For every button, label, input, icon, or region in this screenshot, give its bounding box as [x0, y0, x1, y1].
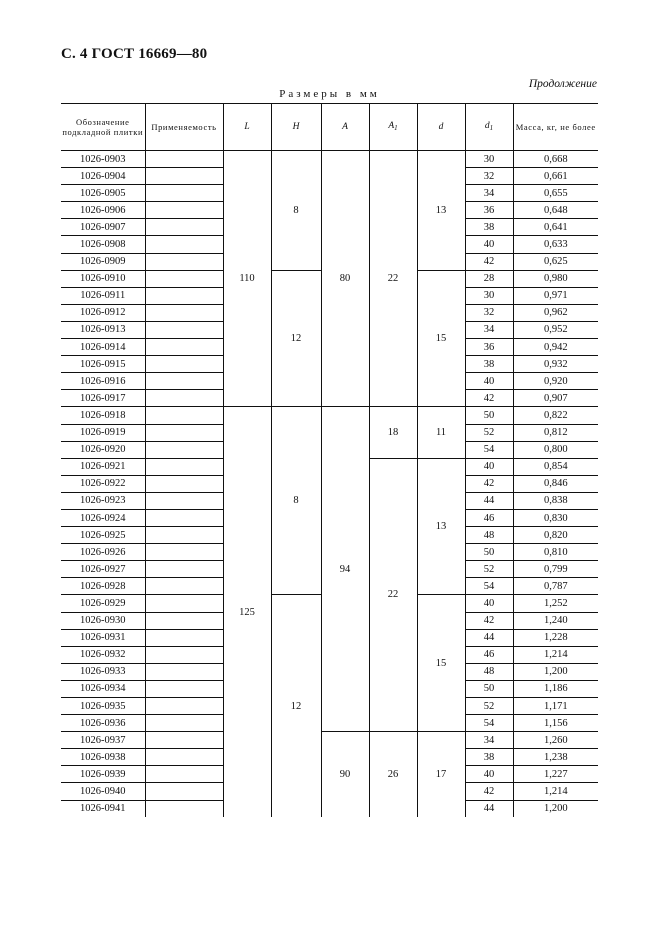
usage-cell	[145, 715, 223, 732]
mass-cell: 0,838	[513, 492, 598, 509]
usage-cell	[145, 253, 223, 270]
mass-cell: 1,186	[513, 680, 598, 697]
mass-cell: 1,240	[513, 612, 598, 629]
mass-cell: 1,171	[513, 698, 598, 715]
designation-cell: 1026-0903	[61, 151, 145, 168]
designation-cell: 1026-0934	[61, 680, 145, 697]
designation-cell: 1026-0940	[61, 783, 145, 800]
usage-cell	[145, 185, 223, 202]
document-header: С. 4 ГОСТ 16669—80	[61, 46, 208, 62]
header-A1: $A_1$	[369, 104, 417, 151]
designation-cell: 1026-0926	[61, 544, 145, 561]
d1-cell: 42	[465, 783, 513, 800]
group-cell-h: 12	[271, 270, 321, 407]
d1-cell: 42	[465, 475, 513, 492]
designation-cell: 1026-0931	[61, 629, 145, 646]
designation-cell: 1026-0927	[61, 561, 145, 578]
header-H: H	[271, 104, 321, 151]
d1-cell: 52	[465, 424, 513, 441]
usage-cell	[145, 441, 223, 458]
designation-cell: 1026-0930	[61, 612, 145, 629]
table-row	[61, 732, 598, 749]
group-cell-a: 80	[321, 151, 369, 407]
usage-cell	[145, 698, 223, 715]
designation-cell: 1026-0939	[61, 766, 145, 783]
d1-cell: 54	[465, 715, 513, 732]
usage-cell	[145, 219, 223, 236]
mass-cell: 0,648	[513, 202, 598, 219]
designation-cell: 1026-0937	[61, 732, 145, 749]
usage-cell	[145, 783, 223, 800]
usage-cell	[145, 458, 223, 475]
mass-cell: 0,799	[513, 561, 598, 578]
usage-cell	[145, 800, 223, 817]
usage-cell	[145, 236, 223, 253]
usage-cell	[145, 407, 223, 424]
d1-cell: 54	[465, 578, 513, 595]
designation-cell: 1026-0923	[61, 492, 145, 509]
usage-cell	[145, 492, 223, 509]
designation-cell: 1026-0904	[61, 168, 145, 185]
d1-cell: 40	[465, 236, 513, 253]
group-cell-a1: 22	[369, 458, 417, 732]
designation-cell: 1026-0915	[61, 356, 145, 373]
mass-cell: 0,641	[513, 219, 598, 236]
table-header-row	[61, 104, 598, 151]
d1-cell: 30	[465, 151, 513, 168]
header-usage: Применяемость	[145, 104, 223, 151]
header-d1: $d_1$	[465, 104, 513, 151]
designation-cell: 1026-0909	[61, 253, 145, 270]
usage-cell	[145, 168, 223, 185]
designation-cell: 1026-0908	[61, 236, 145, 253]
d1-cell: 32	[465, 304, 513, 321]
usage-cell	[145, 595, 223, 612]
d1-cell: 40	[465, 595, 513, 612]
d1-cell: 40	[465, 373, 513, 390]
mass-cell: 0,787	[513, 578, 598, 595]
d1-cell: 42	[465, 612, 513, 629]
mass-cell: 0,655	[513, 185, 598, 202]
usage-cell	[145, 663, 223, 680]
d1-cell: 42	[465, 390, 513, 407]
designation-cell: 1026-0918	[61, 407, 145, 424]
group-cell-a: 94	[321, 407, 369, 732]
usage-cell	[145, 766, 223, 783]
mass-cell: 0,810	[513, 544, 598, 561]
d1-cell: 50	[465, 680, 513, 697]
header-A: A	[321, 104, 369, 151]
designation-cell: 1026-0932	[61, 646, 145, 663]
mass-cell: 0,962	[513, 304, 598, 321]
designation-cell: 1026-0911	[61, 287, 145, 304]
d1-cell: 44	[465, 492, 513, 509]
d1-cell: 32	[465, 168, 513, 185]
usage-cell	[145, 287, 223, 304]
designation-cell: 1026-0924	[61, 509, 145, 526]
d1-cell: 42	[465, 253, 513, 270]
group-cell-h: 12	[271, 595, 321, 817]
usage-cell	[145, 151, 223, 168]
group-cell-a1: 26	[369, 732, 417, 817]
group-cell-d: 13	[417, 458, 465, 595]
mass-cell: 0,920	[513, 373, 598, 390]
dimensions-table	[61, 103, 598, 817]
d1-cell: 50	[465, 544, 513, 561]
usage-cell	[145, 373, 223, 390]
d1-cell: 44	[465, 629, 513, 646]
designation-cell: 1026-0928	[61, 578, 145, 595]
d1-cell: 38	[465, 749, 513, 766]
mass-cell: 1,252	[513, 595, 598, 612]
mass-cell: 0,846	[513, 475, 598, 492]
usage-cell	[145, 732, 223, 749]
group-cell-a: 90	[321, 732, 369, 817]
group-cell-d: 13	[417, 151, 465, 271]
group-cell-h: 8	[271, 151, 321, 271]
designation-cell: 1026-0905	[61, 185, 145, 202]
mass-cell: 1,156	[513, 715, 598, 732]
designation-cell: 1026-0925	[61, 527, 145, 544]
designation-cell: 1026-0913	[61, 321, 145, 338]
designation-cell: 1026-0914	[61, 339, 145, 356]
usage-cell	[145, 527, 223, 544]
mass-cell: 1,238	[513, 749, 598, 766]
usage-cell	[145, 339, 223, 356]
mass-cell: 0,952	[513, 321, 598, 338]
usage-cell	[145, 321, 223, 338]
designation-cell: 1026-0919	[61, 424, 145, 441]
mass-cell: 0,822	[513, 407, 598, 424]
d1-cell: 36	[465, 339, 513, 356]
designation-cell: 1026-0906	[61, 202, 145, 219]
d1-cell: 40	[465, 766, 513, 783]
usage-cell	[145, 612, 223, 629]
d1-cell: 46	[465, 646, 513, 663]
mass-cell: 1,260	[513, 732, 598, 749]
mass-cell: 0,633	[513, 236, 598, 253]
d1-cell: 48	[465, 527, 513, 544]
designation-cell: 1026-0922	[61, 475, 145, 492]
usage-cell	[145, 646, 223, 663]
mass-cell: 1,214	[513, 646, 598, 663]
group-cell-d: 15	[417, 595, 465, 732]
mass-cell: 0,932	[513, 356, 598, 373]
designation-cell: 1026-0916	[61, 373, 145, 390]
usage-cell	[145, 749, 223, 766]
designation-cell: 1026-0933	[61, 663, 145, 680]
usage-cell	[145, 356, 223, 373]
mass-cell: 1,200	[513, 663, 598, 680]
mass-cell: 1,228	[513, 629, 598, 646]
group-cell-d: 11	[417, 407, 465, 458]
mass-cell: 0,942	[513, 339, 598, 356]
d1-cell: 52	[465, 698, 513, 715]
mass-cell: 0,661	[513, 168, 598, 185]
designation-cell: 1026-0912	[61, 304, 145, 321]
usage-cell	[145, 270, 223, 287]
header-L: L	[223, 104, 271, 151]
d1-cell: 36	[465, 202, 513, 219]
table-row	[61, 151, 598, 168]
mass-cell: 0,980	[513, 270, 598, 287]
group-cell-l: 110	[223, 151, 271, 407]
usage-cell	[145, 629, 223, 646]
usage-cell	[145, 202, 223, 219]
d1-cell: 34	[465, 732, 513, 749]
d1-cell: 34	[465, 185, 513, 202]
group-cell-a1: 22	[369, 151, 417, 407]
group-cell-a1: 18	[369, 407, 417, 458]
mass-cell: 0,830	[513, 509, 598, 526]
usage-cell	[145, 475, 223, 492]
d1-cell: 48	[465, 663, 513, 680]
header-d: d	[417, 104, 465, 151]
designation-cell: 1026-0907	[61, 219, 145, 236]
d1-cell: 38	[465, 356, 513, 373]
designation-cell: 1026-0910	[61, 270, 145, 287]
designation-cell: 1026-0929	[61, 595, 145, 612]
designation-cell: 1026-0921	[61, 458, 145, 475]
designation-cell: 1026-0917	[61, 390, 145, 407]
d1-cell: 30	[465, 287, 513, 304]
designation-cell: 1026-0936	[61, 715, 145, 732]
dimensions-caption: Размеры в мм	[279, 88, 380, 100]
mass-cell: 1,227	[513, 766, 598, 783]
d1-cell: 46	[465, 509, 513, 526]
table-body	[61, 151, 598, 817]
d1-cell: 40	[465, 458, 513, 475]
header-designation: Обозначение подкладной плитки	[61, 104, 145, 151]
d1-cell: 28	[465, 270, 513, 287]
mass-cell: 0,854	[513, 458, 598, 475]
group-cell-l: 125	[223, 407, 271, 817]
usage-cell	[145, 544, 223, 561]
group-cell-d: 17	[417, 732, 465, 817]
usage-cell	[145, 509, 223, 526]
d1-cell: 50	[465, 407, 513, 424]
table-row	[61, 407, 598, 424]
mass-cell: 1,200	[513, 800, 598, 817]
designation-cell: 1026-0938	[61, 749, 145, 766]
usage-cell	[145, 578, 223, 595]
d1-cell: 44	[465, 800, 513, 817]
mass-cell: 0,907	[513, 390, 598, 407]
mass-cell: 0,820	[513, 527, 598, 544]
d1-cell: 54	[465, 441, 513, 458]
mass-cell: 0,800	[513, 441, 598, 458]
mass-cell: 0,812	[513, 424, 598, 441]
d1-cell: 34	[465, 321, 513, 338]
designation-cell: 1026-0941	[80, 803, 126, 815]
header-mass: Масса, кг, не более	[513, 104, 598, 151]
mass-cell: 0,625	[513, 253, 598, 270]
mass-cell: 0,971	[513, 287, 598, 304]
d1-cell: 52	[465, 561, 513, 578]
continuation-label: Продолжение	[528, 78, 597, 90]
designation-cell: 1026-0920	[61, 441, 145, 458]
group-cell-h: 8	[271, 407, 321, 595]
mass-cell: 1,214	[513, 783, 598, 800]
usage-cell	[145, 561, 223, 578]
d1-cell: 38	[465, 219, 513, 236]
usage-cell	[145, 424, 223, 441]
usage-cell	[145, 390, 223, 407]
mass-cell: 0,668	[513, 151, 598, 168]
usage-cell	[145, 680, 223, 697]
designation-cell: 1026-0935	[61, 698, 145, 715]
usage-cell	[145, 304, 223, 321]
group-cell-d: 15	[417, 270, 465, 407]
